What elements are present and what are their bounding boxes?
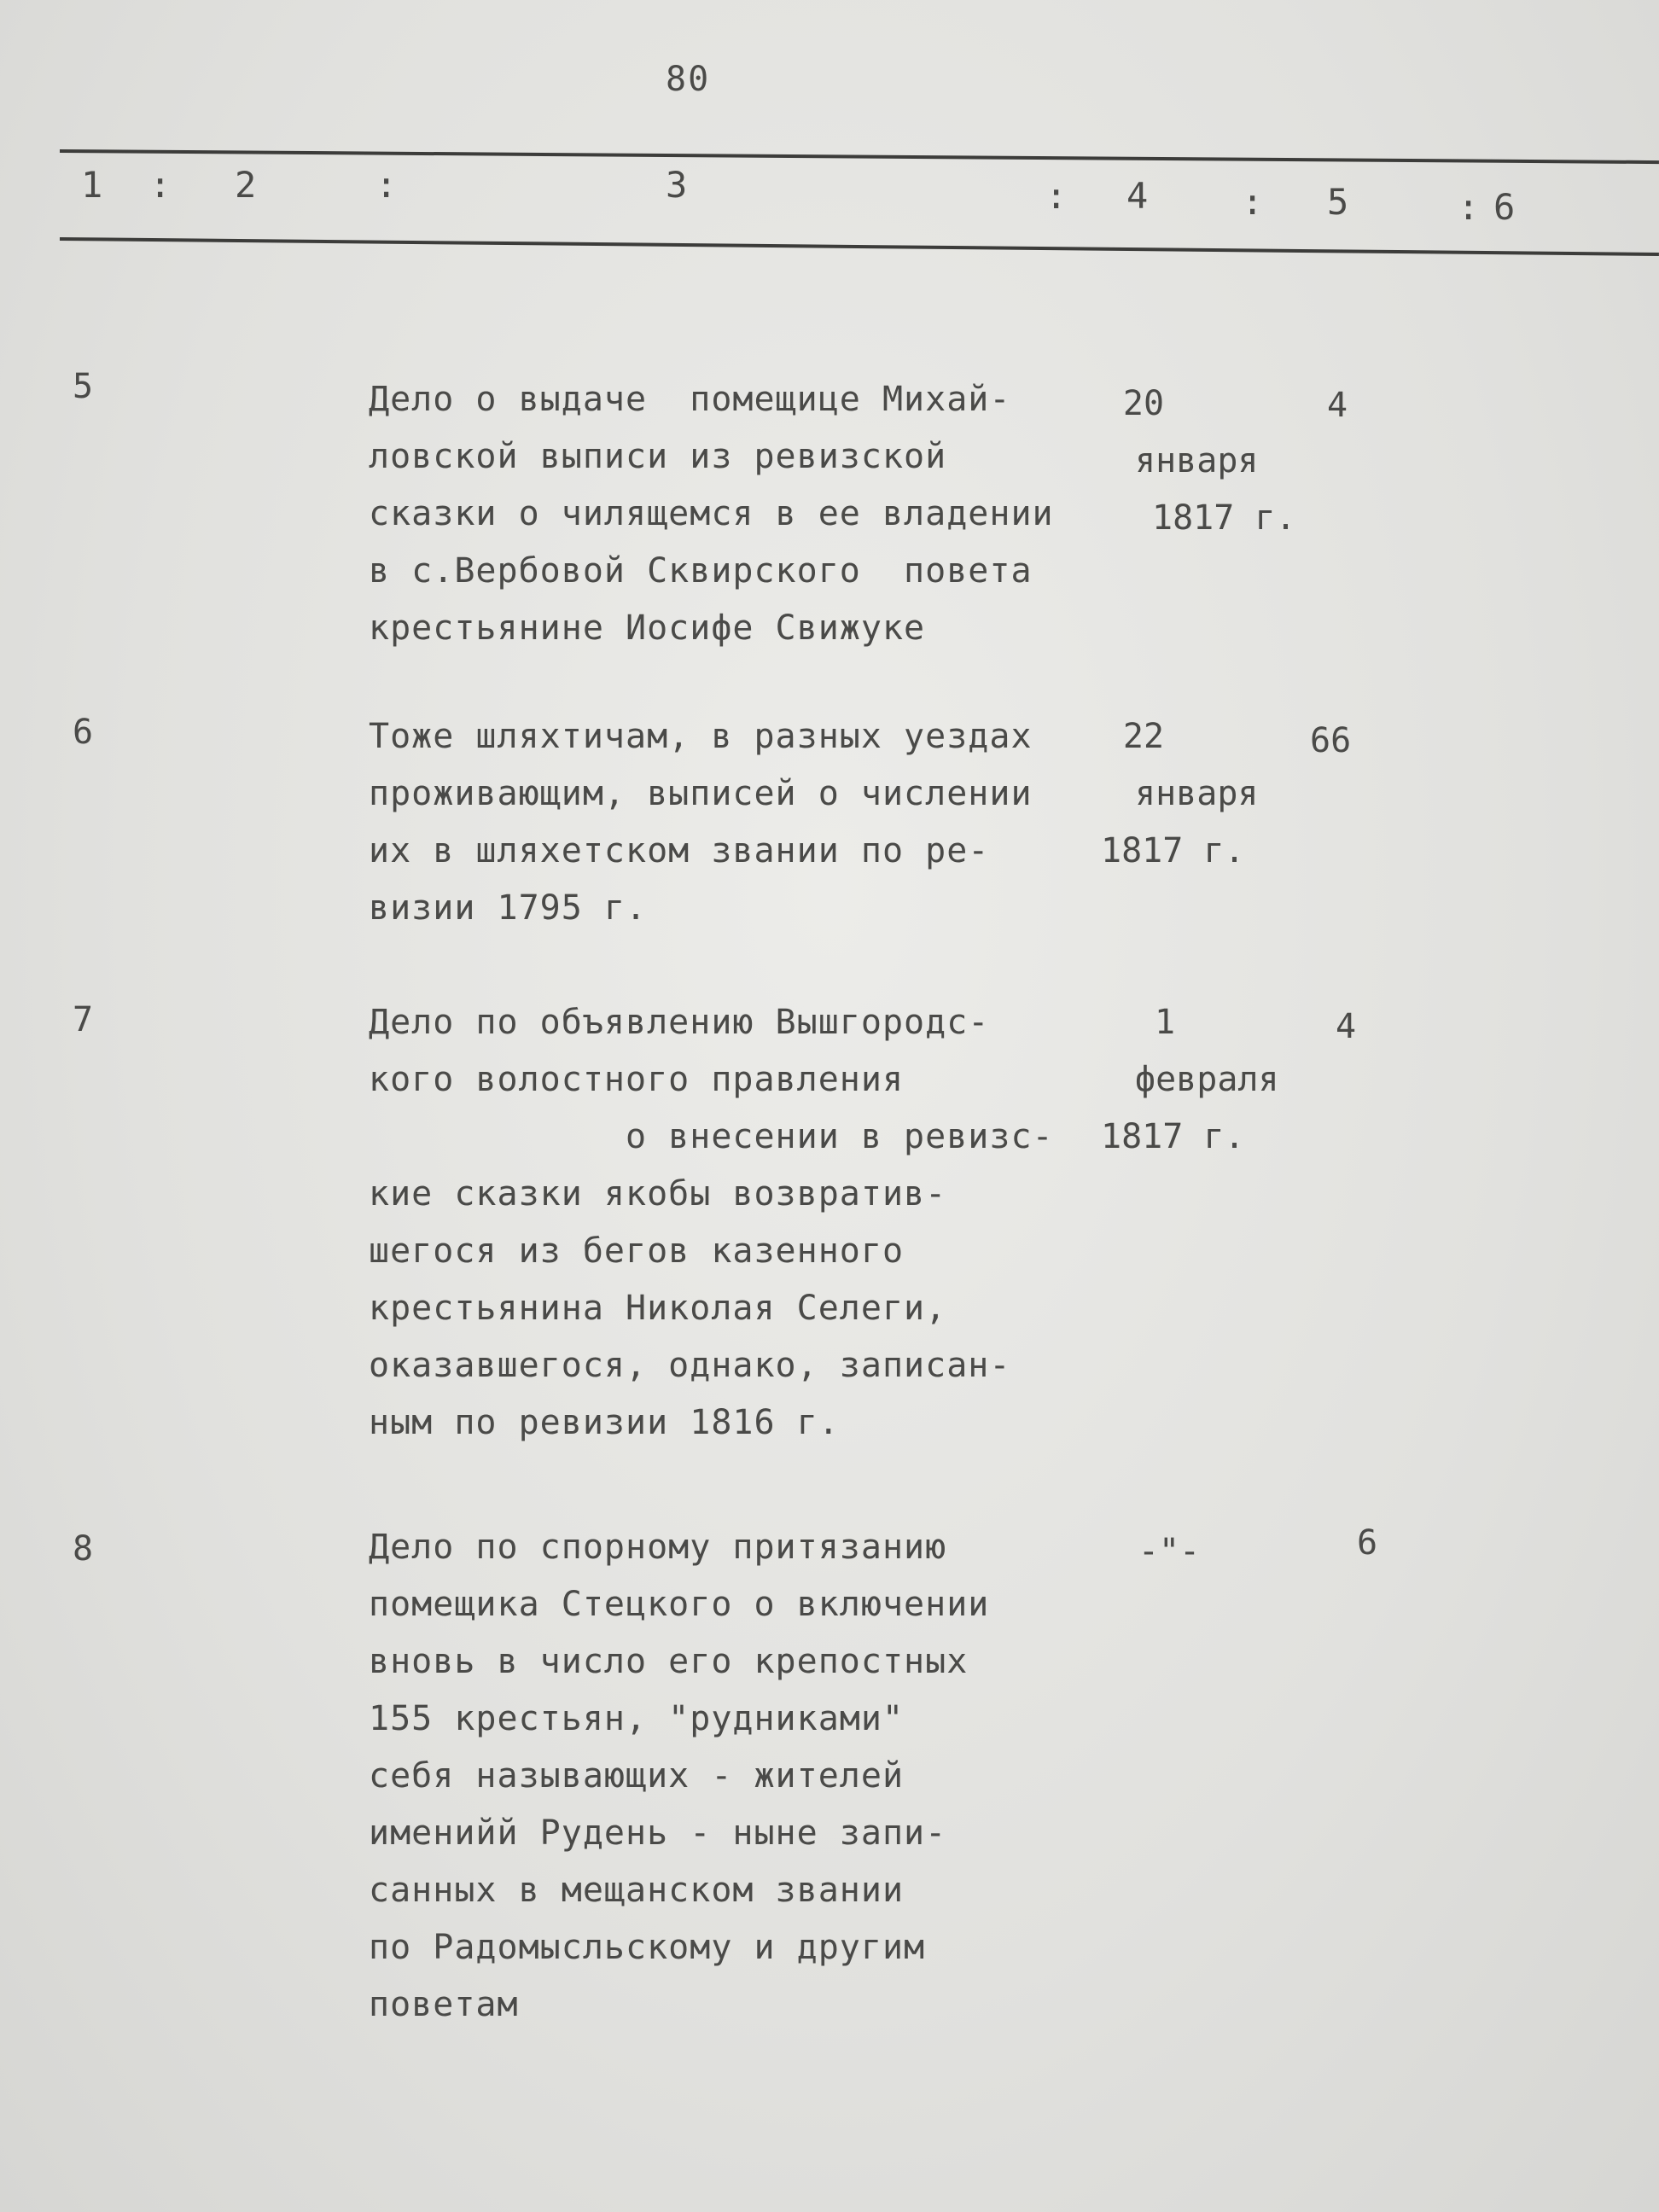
text-line: шегося из бегов казенного <box>369 1231 905 1271</box>
header-rule-bottom <box>60 237 1659 256</box>
date-year: 1817 г. <box>1152 498 1296 538</box>
text-line: именийй Рудень - ныне запи- <box>369 1813 947 1853</box>
date-month: января <box>1135 441 1259 480</box>
entry-date <box>1067 994 1279 1166</box>
text-line: Тоже шляхтичам, в разных уездах <box>369 717 1033 756</box>
column-header-5: 5 <box>1327 181 1349 223</box>
date-month: февраля <box>1135 1060 1279 1099</box>
column-separator: : <box>149 164 172 206</box>
text-line: себя называющих - жителей <box>369 1756 905 1796</box>
text-line: в с.Вербовой Сквирского повета <box>369 551 1033 591</box>
date-ditto: -"- <box>1138 1532 1201 1571</box>
text-line: кого волостного правления <box>369 1060 905 1099</box>
entry-description <box>369 708 1033 937</box>
date-year: 1817 г. <box>1101 831 1245 870</box>
text-line: санных в мещанском звании <box>369 1871 905 1910</box>
date-month: января <box>1135 774 1259 813</box>
column-header-1: 1 <box>81 164 103 206</box>
entry-date <box>1058 375 1296 547</box>
date-day: 20 <box>1122 384 1165 423</box>
entry-description <box>369 371 1054 657</box>
text-line: Дело по спорному притязанию <box>369 1528 947 1567</box>
entry-description <box>369 994 1054 1452</box>
header-rule-top <box>60 149 1659 164</box>
text-line: кие сказки якобы возвратив- <box>369 1174 947 1214</box>
date-year: 1817 г. <box>1101 1117 1245 1156</box>
entry-sheets: 6 <box>1357 1523 1378 1563</box>
text-line: по Радомысльскому и другим <box>369 1928 926 1967</box>
text-line: визии 1795 г. <box>369 888 648 928</box>
text-line: вновь в число его крепостных <box>369 1642 969 1681</box>
column-separator: : <box>1458 186 1480 228</box>
text-line: оказавшегося, однако, записан- <box>369 1346 1011 1385</box>
column-separator: : <box>375 164 398 206</box>
entry-date <box>1058 708 1259 880</box>
date-day: 22 <box>1122 717 1165 756</box>
entry-sheets: 4 <box>1327 386 1348 425</box>
text-line: о внесении в ревизс- <box>369 1117 1054 1156</box>
column-header-4: 4 <box>1126 175 1149 217</box>
text-line: 155 крестьян, "рудниками" <box>369 1699 905 1738</box>
text-line: проживающим, выписей о числении <box>369 774 1033 813</box>
entry-description <box>369 1519 989 2034</box>
text-line: сказки о чилящемся в ее владении <box>369 494 1054 533</box>
entry-number: 7 <box>73 1000 94 1039</box>
text-line: крестьянина Николая Селеги, <box>369 1289 947 1328</box>
text-line: Дело по объявлению Вышгородс- <box>369 1003 990 1042</box>
entry-sheets: 4 <box>1336 1007 1357 1046</box>
text-line: крестьянине Иосифе Свижуке <box>369 608 926 648</box>
text-line: Дело о выдаче помещице Михай- <box>369 380 1011 419</box>
entry-number: 5 <box>73 367 94 406</box>
text-line: их в шляхетском звании по ре- <box>369 831 990 870</box>
text-line: ным по ревизии 1816 г. <box>369 1403 840 1442</box>
column-header-3: 3 <box>666 164 688 206</box>
page-number: 80 <box>666 60 711 99</box>
entry-number: 6 <box>73 713 94 752</box>
entry-number: 8 <box>73 1529 94 1569</box>
text-line: ловской выписи из ревизской <box>369 437 947 476</box>
text-line: поветам <box>369 1985 519 2024</box>
column-header-6: 6 <box>1493 186 1516 228</box>
column-separator: : <box>1242 181 1264 223</box>
entry-date <box>1075 1523 1246 1580</box>
column-separator: : <box>1045 175 1068 217</box>
text-line: помещика Стецкого о включении <box>369 1585 990 1624</box>
column-header-2: 2 <box>235 164 257 206</box>
date-day: 1 <box>1154 1003 1176 1042</box>
entry-sheets: 66 <box>1310 721 1352 760</box>
